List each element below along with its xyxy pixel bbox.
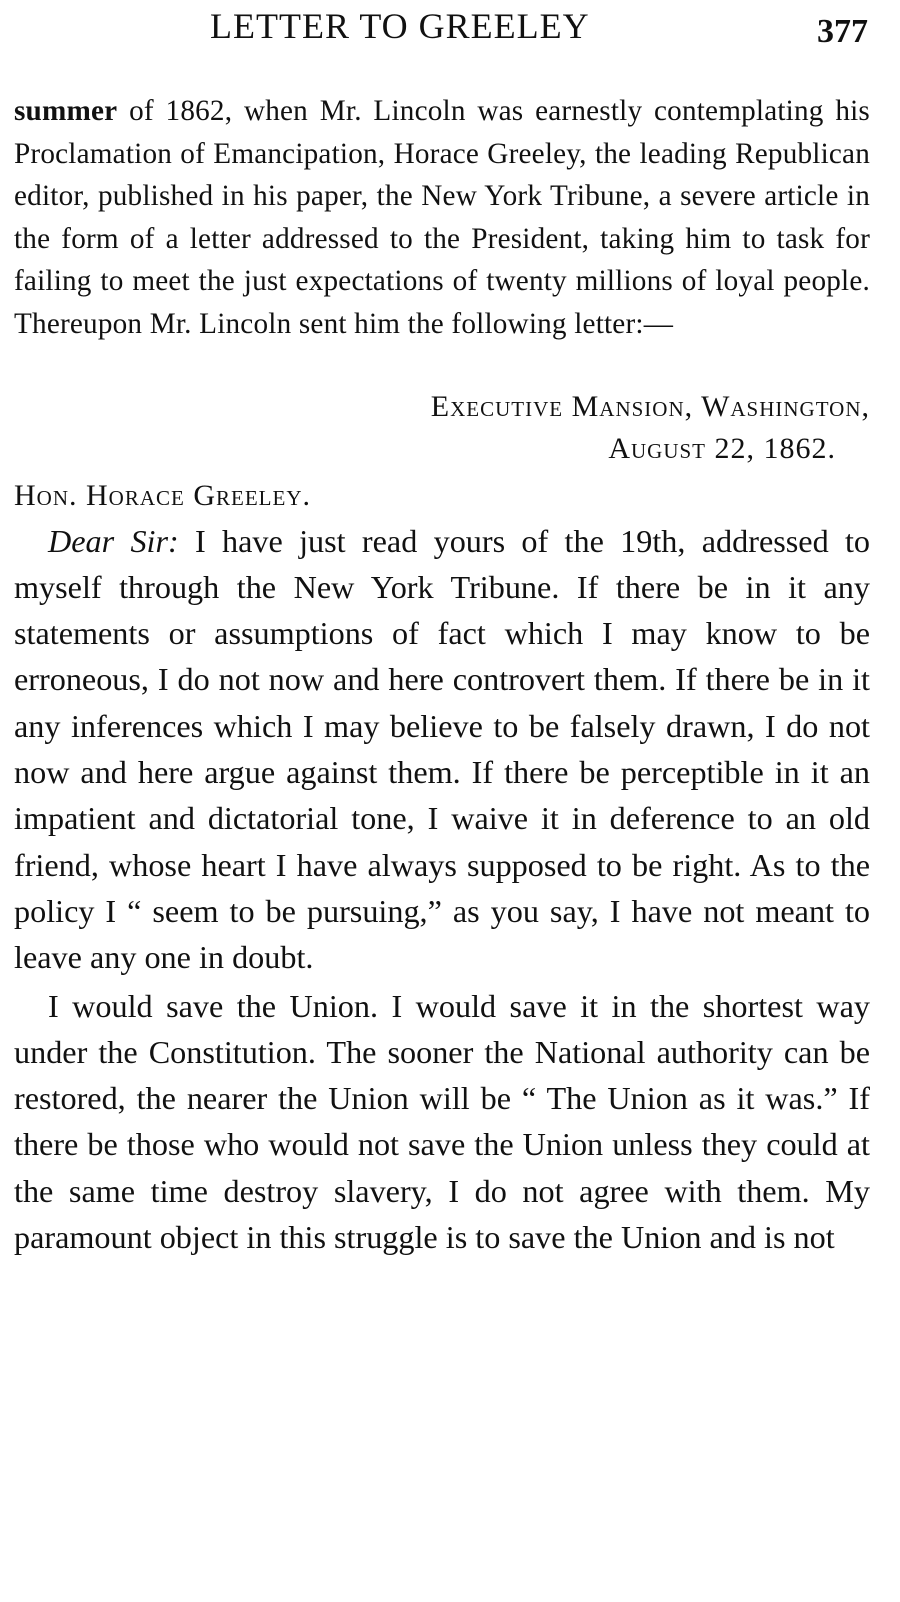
salutation: Dear Sir: bbox=[48, 522, 179, 559]
dateline-date: August 22, 1862. bbox=[608, 431, 836, 465]
dateline-place: Executive Mansion, Washington, bbox=[430, 389, 870, 423]
page-number: 377 bbox=[817, 13, 868, 50]
book-page bbox=[14, 0, 870, 1260]
letter-paragraph-2: I would save the Union. I would save it in the shortest way under the Constitution. The sooner the National authority can be restored, the nearer the Union will be “ The Union as it was.” If there be those who would not save the Union unless they could at the same time destroy slavery, I do not agree with them. My paramount object in this struggle is to save the Union and is not bbox=[14, 987, 870, 1256]
addressee: Hon. Horace Greeley. bbox=[14, 478, 311, 512]
intro-lead-word: summer bbox=[14, 95, 118, 127]
dateline bbox=[14, 386, 870, 470]
running-title: LETTER TO GREELEY bbox=[210, 6, 590, 46]
letter-paragraph-1 bbox=[14, 518, 870, 981]
letter-paragraph-1-text: I have just read yours of the 19th, addressed to myself through the New York Tribune. If there be in it any statements or assumptions of fact which I may know to be erroneous, I do not now and here controvert them. If there be in it any inferences which I may believe to be falsely drawn, I do not now and here argue against them. If there be perceptible in it an impatient and dictatorial tone, I waive it in deference to an old friend, whose heart I have always supposed to be right. As to the policy I “ seem to be pursuing,” as you say, I have not meant to leave any one in doubt. bbox=[14, 522, 870, 976]
intro-paragraph bbox=[14, 90, 870, 346]
running-head bbox=[14, 0, 870, 52]
intro-text: of 1862, when Mr. Lincoln was earnestly contemplating his Proclamation of Emancipation, Horace Greeley, the leading Republican editor, published in his paper, the New York Tribune, a severe article in the form of a letter addressed to the President, taking him to task for failing to meet the just expectations of twenty millions of loyal people. Thereupon Mr. Lincoln sent him the following letter:— bbox=[14, 95, 870, 340]
letter-body bbox=[14, 518, 870, 1261]
